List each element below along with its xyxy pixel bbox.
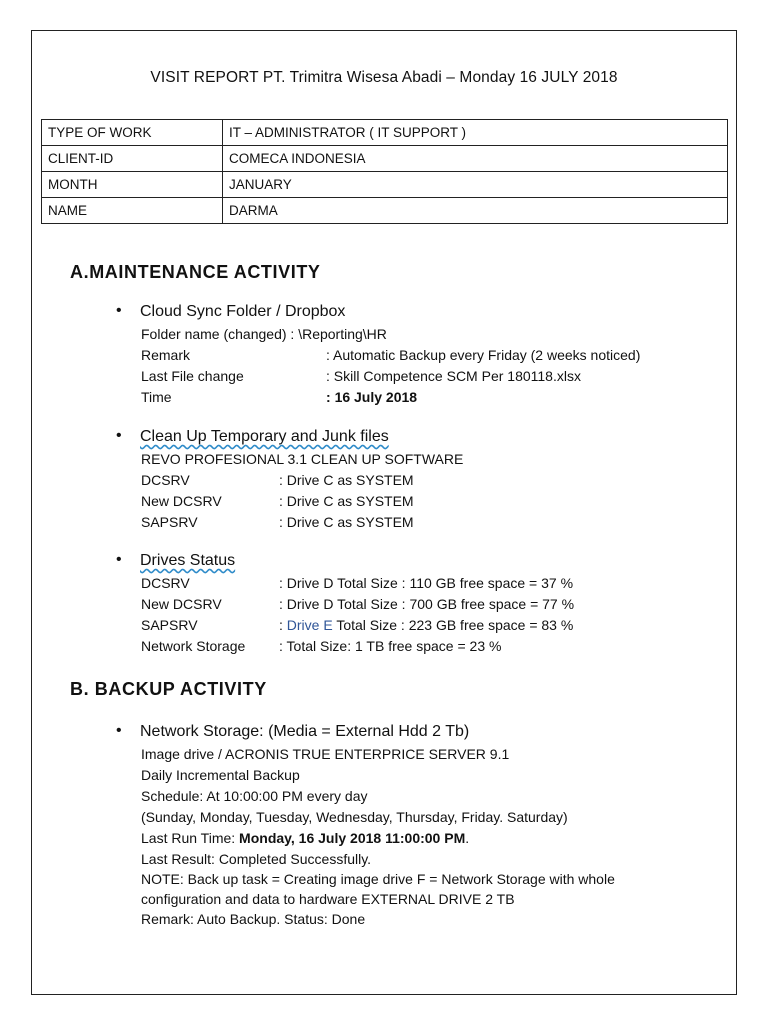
note-line: NOTE: Back up task = Creating image drive F = Network Storage with whole xyxy=(141,871,615,887)
network-heading xyxy=(116,722,470,741)
row-value: Total Size : 700 GB free space = 77 % xyxy=(333,596,575,612)
table-key: NAME xyxy=(42,198,223,224)
drive-row xyxy=(141,617,573,633)
drive-row xyxy=(141,575,573,591)
row-sep: : xyxy=(326,368,334,384)
table-row xyxy=(42,146,728,172)
row-label: Folder name (changed) xyxy=(141,326,287,342)
row-label: DCSRV xyxy=(141,472,190,488)
bullet-icon: • xyxy=(116,427,122,444)
row-prefix: : Drive D xyxy=(279,575,334,591)
bullet-icon: • xyxy=(116,302,122,319)
row-label: SAPSRV xyxy=(141,514,198,530)
row-value: Total Size : 223 GB free space = 83 % xyxy=(332,617,574,633)
last-run-end: . xyxy=(465,830,470,846)
last-run-label: Last Run Time: xyxy=(141,830,240,846)
last-run-line xyxy=(141,830,469,846)
cloud-row xyxy=(141,368,581,384)
row-value: Skill Competence SCM Per 180118.xlsx xyxy=(333,368,581,384)
row-value: : Drive C as SYSTEM xyxy=(279,472,414,488)
drive-row xyxy=(141,596,574,612)
cleanup-row xyxy=(141,514,414,530)
drives-heading xyxy=(116,551,236,570)
cleanup-row xyxy=(141,472,414,488)
bullet-icon: • xyxy=(116,722,122,739)
network-line: Daily Incremental Backup xyxy=(141,767,300,783)
row-label: Network Storage xyxy=(141,638,246,654)
row-sep: : xyxy=(326,389,335,405)
cleanup-heading xyxy=(116,427,389,446)
network-title-media: : (Media = External Hdd 2 Tb) xyxy=(259,723,470,740)
section-b-heading: B. BACKUP ACTIVITY xyxy=(70,679,267,699)
cleanup-title: Clean Up Temporary and Junk files xyxy=(140,428,389,445)
row-label: New DCSRV xyxy=(141,596,222,612)
row-value: 16 July 2018 xyxy=(334,389,418,405)
row-label: Time xyxy=(141,389,172,405)
cleanup-software: REVO PROFESIONAL 3.1 CLEAN UP SOFTWARE xyxy=(141,451,464,467)
table-value: JANUARY xyxy=(223,172,728,198)
row-value: : Drive C as SYSTEM xyxy=(279,493,414,509)
cleanup-row xyxy=(141,493,414,509)
table-row xyxy=(42,172,728,198)
table-key: MONTH xyxy=(42,172,223,198)
row-label: Remark xyxy=(141,347,191,363)
table-row xyxy=(42,120,728,146)
section-a-heading: A.MAINTENANCE ACTIVITY xyxy=(70,262,321,282)
drive-letter: Drive E xyxy=(286,617,333,633)
cloud-sync-title: Cloud Sync Folder / Dropbox xyxy=(140,303,346,320)
row-value: Automatic Backup every Friday (2 weeks noticed) xyxy=(333,347,641,363)
network-line: Image drive / ACRONIS TRUE ENTERPRICE SERVER 9.1 xyxy=(141,746,510,762)
row-value: : Drive C as SYSTEM xyxy=(279,514,414,530)
row-prefix: : xyxy=(279,617,287,633)
table-row xyxy=(42,198,728,224)
network-line: (Sunday, Monday, Tuesday, Wednesday, Thursday, Friday. Saturday) xyxy=(141,809,568,825)
row-sep: : xyxy=(286,326,299,342)
row-label: Last File change xyxy=(141,368,244,384)
table-value: COMECA INDONESIA xyxy=(223,146,728,172)
table-value: DARMA xyxy=(223,198,728,224)
drives-title: Drives Status xyxy=(140,552,236,569)
last-run-value: Monday, 16 July 2018 11:00:00 PM xyxy=(239,830,466,846)
row-value: : Total Size: 1 TB free space = 23 % xyxy=(279,638,502,654)
table-key: TYPE OF WORK xyxy=(42,120,223,146)
note-line: configuration and data to hardware EXTERNAL DRIVE 2 TB xyxy=(141,891,515,907)
row-prefix: : Drive D xyxy=(279,596,334,612)
info-table xyxy=(41,119,728,224)
report-title: VISIT REPORT PT. Trimitra Wisesa Abadi – Monday 16 JULY 2018 xyxy=(150,69,618,86)
row-value: Total Size : 110 GB free space = 37 % xyxy=(333,575,574,591)
remark-line: Remark: Auto Backup. Status: Done xyxy=(141,911,366,927)
document-page xyxy=(31,30,737,995)
table-key: CLIENT-ID xyxy=(42,146,223,172)
network-title: Network Storage xyxy=(140,723,260,740)
network-line: Schedule: At 10:00:00 PM every day xyxy=(141,788,368,804)
row-value: \Reporting\HR xyxy=(298,326,387,342)
row-sep: : xyxy=(326,347,334,363)
cloud-row xyxy=(141,347,640,363)
row-label: New DCSRV xyxy=(141,493,222,509)
row-label: DCSRV xyxy=(141,575,190,591)
drive-row xyxy=(141,638,501,654)
last-result-line: Last Result: Completed Successfully. xyxy=(141,851,372,867)
cloud-row xyxy=(141,326,387,342)
cloud-row xyxy=(141,389,417,405)
row-label: SAPSRV xyxy=(141,617,198,633)
table-value: IT – ADMINISTRATOR ( IT SUPPORT ) xyxy=(223,120,728,146)
cloud-sync-heading xyxy=(116,302,346,321)
bullet-icon: • xyxy=(116,551,122,568)
